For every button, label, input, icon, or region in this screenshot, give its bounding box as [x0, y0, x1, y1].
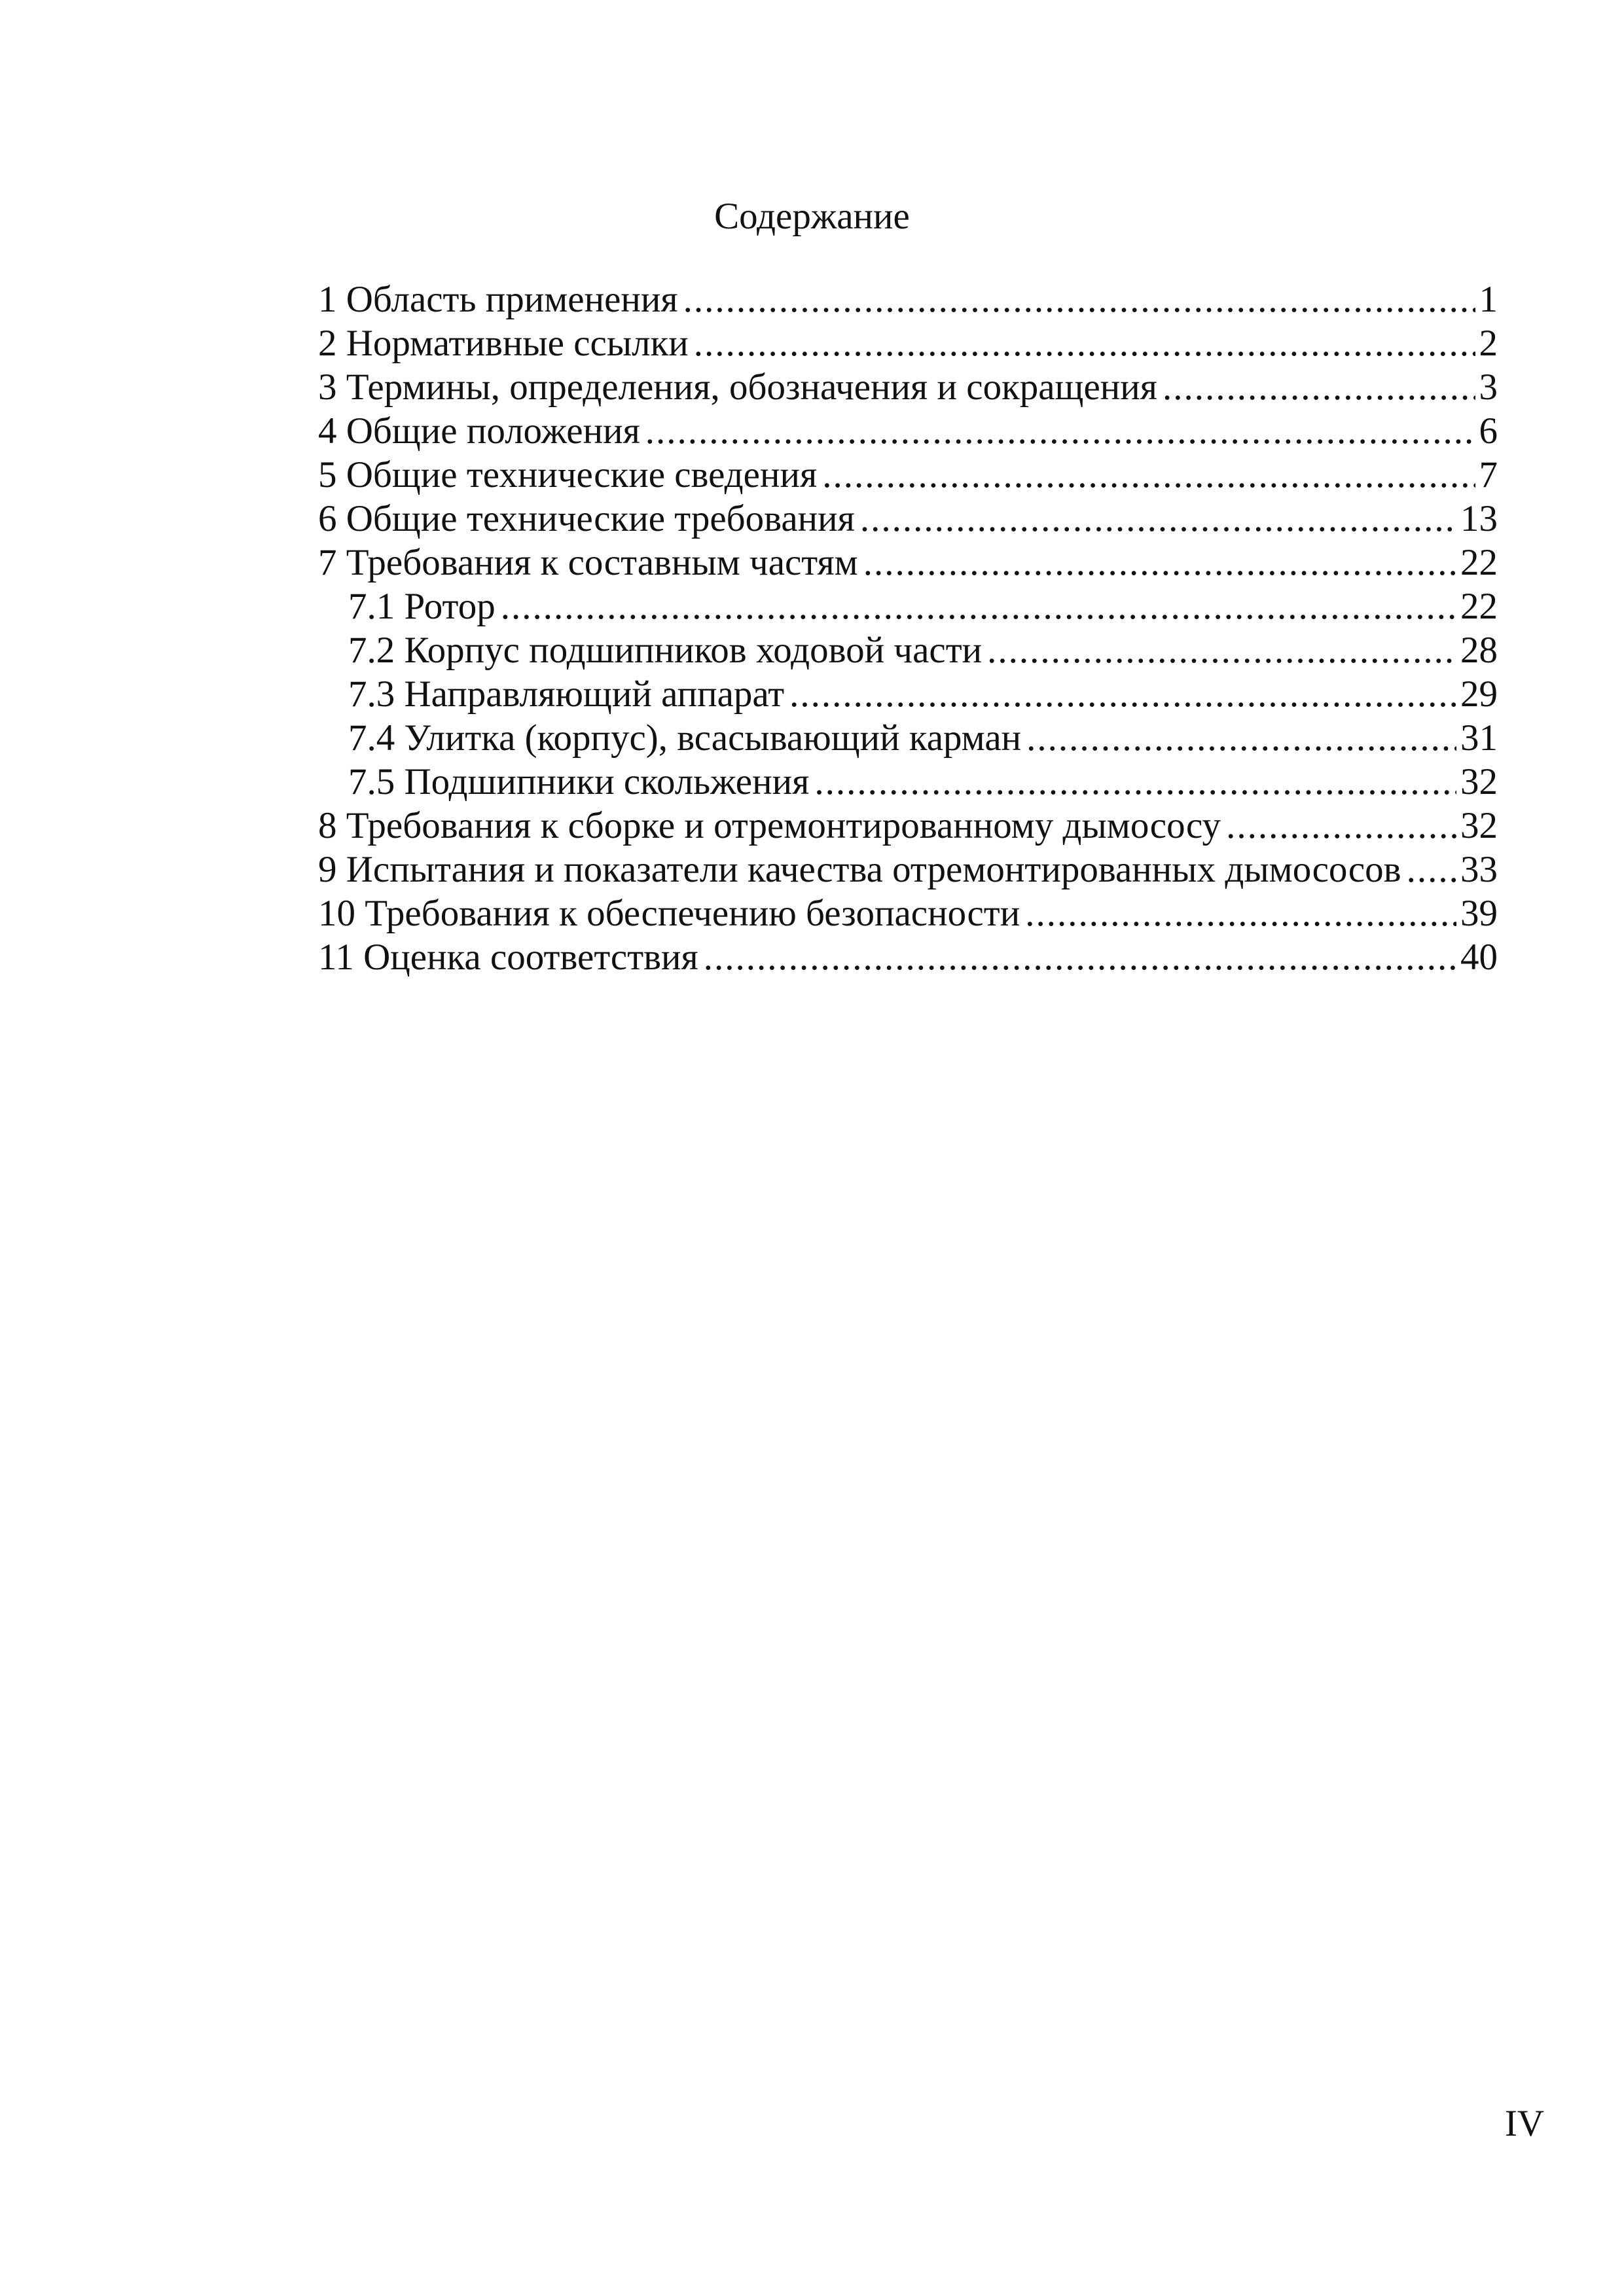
toc-entry-label: 9 Испытания и показатели качества отремонтированных дымососов — [318, 849, 1401, 890]
toc-entry-5[interactable] — [318, 453, 1498, 497]
toc-leader-dots — [822, 453, 1475, 497]
toc-entry-page: 39 — [1460, 893, 1498, 934]
toc-entry-page: 31 — [1460, 717, 1498, 759]
toc-entry-7[interactable] — [318, 541, 1498, 584]
toc-entry-label: 7.1 Ротор — [348, 586, 496, 627]
toc-entry-page: 7 — [1479, 454, 1498, 495]
toc-entry-page: 32 — [1460, 761, 1498, 802]
toc-entry-7-4[interactable] — [318, 716, 1498, 760]
toc-entry-page: 40 — [1460, 937, 1498, 978]
toc-entry-10[interactable] — [318, 891, 1498, 935]
toc-entry-6[interactable] — [318, 497, 1498, 541]
toc-entry-label: 7.5 Подшипники скольжения — [348, 761, 810, 802]
toc-entry-7-1[interactable] — [318, 584, 1498, 628]
toc-leader-dots — [1407, 848, 1456, 891]
toc-entry-label: 11 Оценка соответствия — [318, 937, 698, 978]
toc-entry-1[interactable] — [318, 278, 1498, 321]
table-of-contents — [318, 278, 1498, 979]
toc-entry-page: 22 — [1460, 542, 1498, 583]
toc-entry-page: 3 — [1479, 367, 1498, 408]
toc-leader-dots — [704, 935, 1456, 979]
toc-entry-page: 33 — [1460, 849, 1498, 890]
toc-entry-11[interactable] — [318, 935, 1498, 979]
toc-leader-dots — [1163, 365, 1475, 409]
toc-entry-page: 13 — [1460, 498, 1498, 539]
toc-entry-9[interactable] — [318, 848, 1498, 891]
toc-entry-label: 4 Общие положения — [318, 410, 640, 452]
toc-entry-label: 8 Требования к сборке и отремонтированному дымососу — [318, 805, 1221, 846]
toc-leader-dots — [501, 584, 1456, 628]
toc-leader-dots — [863, 541, 1456, 584]
toc-title: Содержание — [714, 196, 910, 237]
toc-entry-label: 10 Требования к обеспечению безопасности — [318, 893, 1020, 934]
toc-entry-page: 29 — [1460, 673, 1498, 715]
toc-entry-7-5[interactable] — [318, 760, 1498, 804]
toc-entry-3[interactable] — [318, 365, 1498, 409]
toc-leader-dots — [860, 497, 1456, 541]
toc-entry-page: 22 — [1460, 586, 1498, 627]
toc-entry-label: 3 Термины, определения, обозначения и сокращения — [318, 367, 1157, 408]
toc-entry-label: 2 Нормативные ссылки — [318, 323, 689, 364]
toc-entry-label: 6 Общие технические требования — [318, 498, 855, 539]
toc-leader-dots — [789, 672, 1456, 716]
toc-leader-dots — [645, 409, 1475, 453]
toc-entry-7-2[interactable] — [318, 628, 1498, 672]
toc-leader-dots — [987, 628, 1456, 672]
toc-entry-label: 1 Область применения — [318, 279, 678, 320]
toc-entry-4[interactable] — [318, 409, 1498, 453]
toc-entry-8[interactable] — [318, 804, 1498, 848]
toc-entry-label: 7.2 Корпус подшипников ходовой части — [348, 630, 983, 671]
toc-leader-dots — [1026, 716, 1456, 760]
toc-entry-7-3[interactable] — [318, 672, 1498, 716]
toc-entry-page: 1 — [1479, 279, 1498, 320]
toc-entry-2[interactable] — [318, 321, 1498, 365]
toc-leader-dots — [1226, 804, 1456, 848]
toc-entry-page: 32 — [1460, 805, 1498, 846]
toc-entry-page: 6 — [1479, 410, 1498, 452]
toc-leader-dots — [814, 760, 1456, 804]
toc-leader-dots — [683, 278, 1475, 321]
toc-entry-label: 7.4 Улитка (корпус), всасывающий карман — [348, 717, 1022, 759]
toc-leader-dots — [694, 321, 1475, 365]
page-number: IV — [1504, 2103, 1544, 2144]
toc-entry-label: 5 Общие технические сведения — [318, 454, 818, 495]
toc-entry-label: 7 Требования к составным частям — [318, 542, 858, 583]
toc-leader-dots — [1025, 891, 1456, 935]
toc-entry-page: 28 — [1460, 630, 1498, 671]
toc-entry-label: 7.3 Направляющий аппарат — [348, 673, 785, 715]
toc-entry-page: 2 — [1479, 323, 1498, 364]
